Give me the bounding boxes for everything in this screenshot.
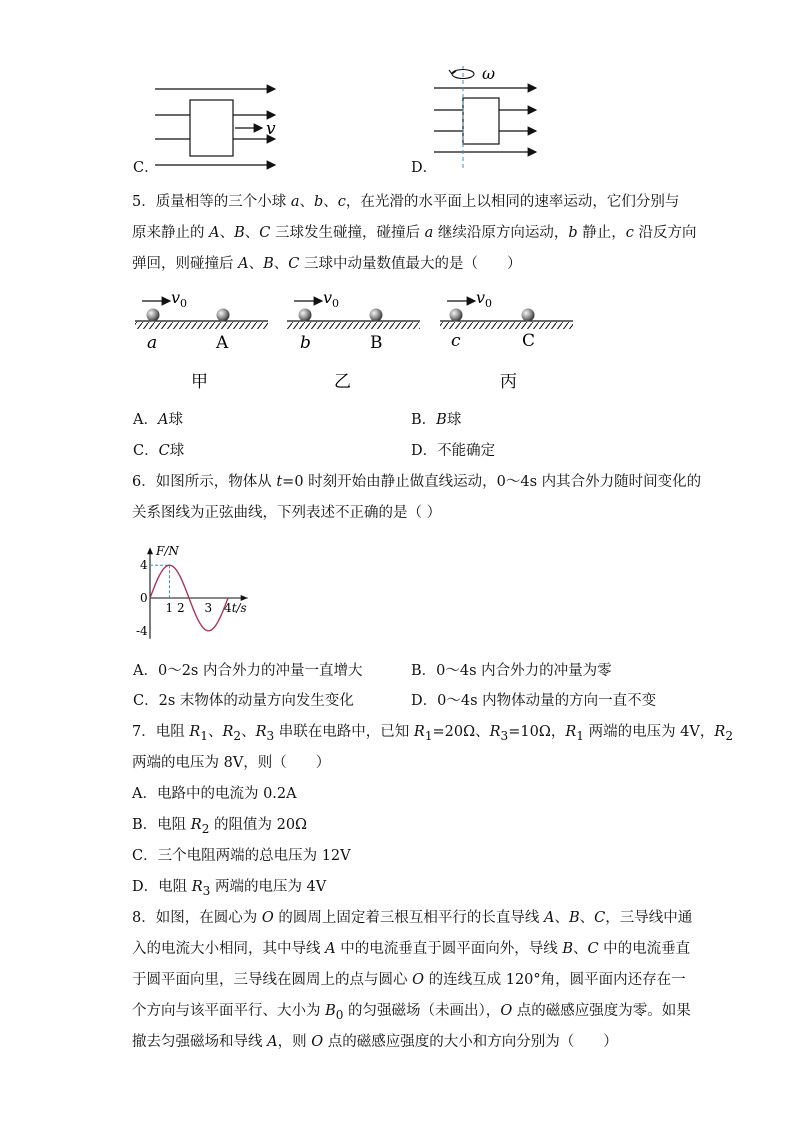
figure-jia [135, 288, 268, 392]
omega-label: ω [482, 64, 496, 83]
q5-option-d[interactable]: D．不能确定 [411, 443, 496, 459]
label-C: C [522, 331, 536, 351]
q6-option-c[interactable]: C．2s 末物体的动量方向发生变化 [133, 693, 354, 709]
v0-label: v [171, 288, 181, 307]
q5-collision-figures [130, 283, 590, 395]
q7-option-c[interactable]: C．三个电阻两端的总电压为 12V [132, 848, 351, 864]
q8-line-4: 个方向与该平面平行、大小为 $B_0$ 的匀强磁场（未画出），O 点的磁感应强度为零。如果 [132, 1003, 691, 1022]
ball-b [299, 309, 312, 322]
fig-label-yi: 乙 [334, 372, 351, 392]
q5-line-2: 原来静止的 A、B、C 三球发生碰撞，碰撞后 a 继续沿原方向运动，b 静止，c 沿反方向 [132, 225, 697, 241]
v0-subscript: 0 [485, 297, 492, 310]
ball-c [450, 309, 463, 322]
label-B: B [370, 333, 383, 353]
q6-force-time-chart [128, 530, 288, 645]
x-tick-label-1: 1 [165, 601, 174, 615]
label-b: b [300, 333, 311, 353]
label-A: A [216, 333, 229, 353]
v0-label: v [323, 288, 333, 307]
q6-option-d[interactable]: D．0～4s 内物体动量的方向一直不变 [411, 693, 657, 709]
q7-option-a[interactable]: A．电路中的电流为 0.2A [132, 786, 297, 802]
q5-option-b[interactable]: B．B球 [411, 412, 462, 428]
q8-line-5: 撤去匀强磁场和导线 A，则 O 点的磁感应强度的大小和方向分别为（ ） [132, 1034, 618, 1050]
ball-B [370, 309, 383, 322]
fig-label-bing: 丙 [500, 372, 517, 392]
v0-subscript: 0 [180, 297, 187, 310]
v0-subscript: 0 [332, 297, 339, 310]
q6-line-1: 6．如图所示，物体从 t=0 时刻开始由静止做直线运动，0～4s 内其合外力随时间变化的 [132, 474, 702, 490]
q5-line-3: 弹回，则碰撞后 A、B、C 三球中动量数值最大的是（ ） [132, 256, 522, 272]
q4-figure-c [150, 72, 290, 172]
x-tick-label-2: 2 [177, 601, 185, 615]
figure-yi [287, 288, 420, 392]
label-a: a [147, 333, 158, 353]
q8-line-1: 8．如图，在圆心为 O 的圆周上固定着三根互相平行的长直导线 A、B、C，三导线中通 [132, 910, 693, 926]
q4-figure-d [430, 62, 550, 174]
q4-option-c-label: C． [133, 160, 159, 176]
q5-option-c[interactable]: C．C球 [133, 443, 185, 459]
ball-A [217, 309, 230, 322]
x-tick-label-4: 4 [224, 601, 232, 615]
q7-line-1: 7．电阻 $R_1$、$R_2$、$R_3$ 串联在电路中，已知 $R_1=20\Omega$、$R_3=10\Omega$，$R_1$ 两端的电压为 4V，$R_2$ [132, 724, 733, 743]
ball-a [147, 309, 160, 322]
q8-line-3: 于圆平面向里，三导线在圆周上的点与圆心 O 的连线互成 120°角，圆平面内还存在一 [132, 972, 686, 988]
v0-label: v [476, 288, 486, 307]
coil-rectangle [463, 98, 499, 144]
figure-bing [440, 288, 573, 392]
y-tick-label-1: 0 [140, 591, 148, 605]
fig-label-jia: 甲 [191, 372, 208, 392]
ball-C [522, 309, 535, 322]
q4-option-d-label: D． [411, 160, 438, 176]
y-axis-label: F/N [156, 544, 179, 559]
velocity-label: v [266, 119, 276, 139]
q7-option-b[interactable]: B．电阻 $R_2$ 的阻值为 20Ω [132, 817, 308, 836]
coil-rectangle [190, 100, 233, 156]
q6-option-a[interactable]: A．0～2s 内合外力的冲量一直增大 [133, 663, 363, 679]
q6-line-2: 关系图线为正弦曲线，下列表述不正确的是（ ） [132, 505, 442, 521]
y-axis-arrow [147, 547, 153, 554]
q7-option-d[interactable]: D．电阻 $R_3$ 两端的电压为 4V [132, 879, 327, 898]
q6-option-b[interactable]: B．0～4s 内合外力的冲量为零 [411, 663, 612, 679]
x-tick-label-3: 3 [204, 601, 213, 615]
x-axis-label: t/s [231, 601, 247, 615]
label-c: c [451, 331, 461, 351]
q5-line-1: 5．质量相等的三个小球 a、b、c，在光滑的水平面上以相同的速率运动，它们分别与 [132, 194, 680, 210]
q7-line-2: 两端的电压为 8V，则（ ） [132, 755, 331, 771]
y-tick-label-0: 4 [140, 558, 148, 573]
q5-option-a[interactable]: A．A球 [133, 412, 183, 428]
y-tick-label-2: -4 [136, 623, 148, 638]
q8-line-2: 入的电流大小相同，其中导线 A 中的电流垂直于圆平面向外，导线 B、C 中的电流垂直 [132, 941, 691, 957]
